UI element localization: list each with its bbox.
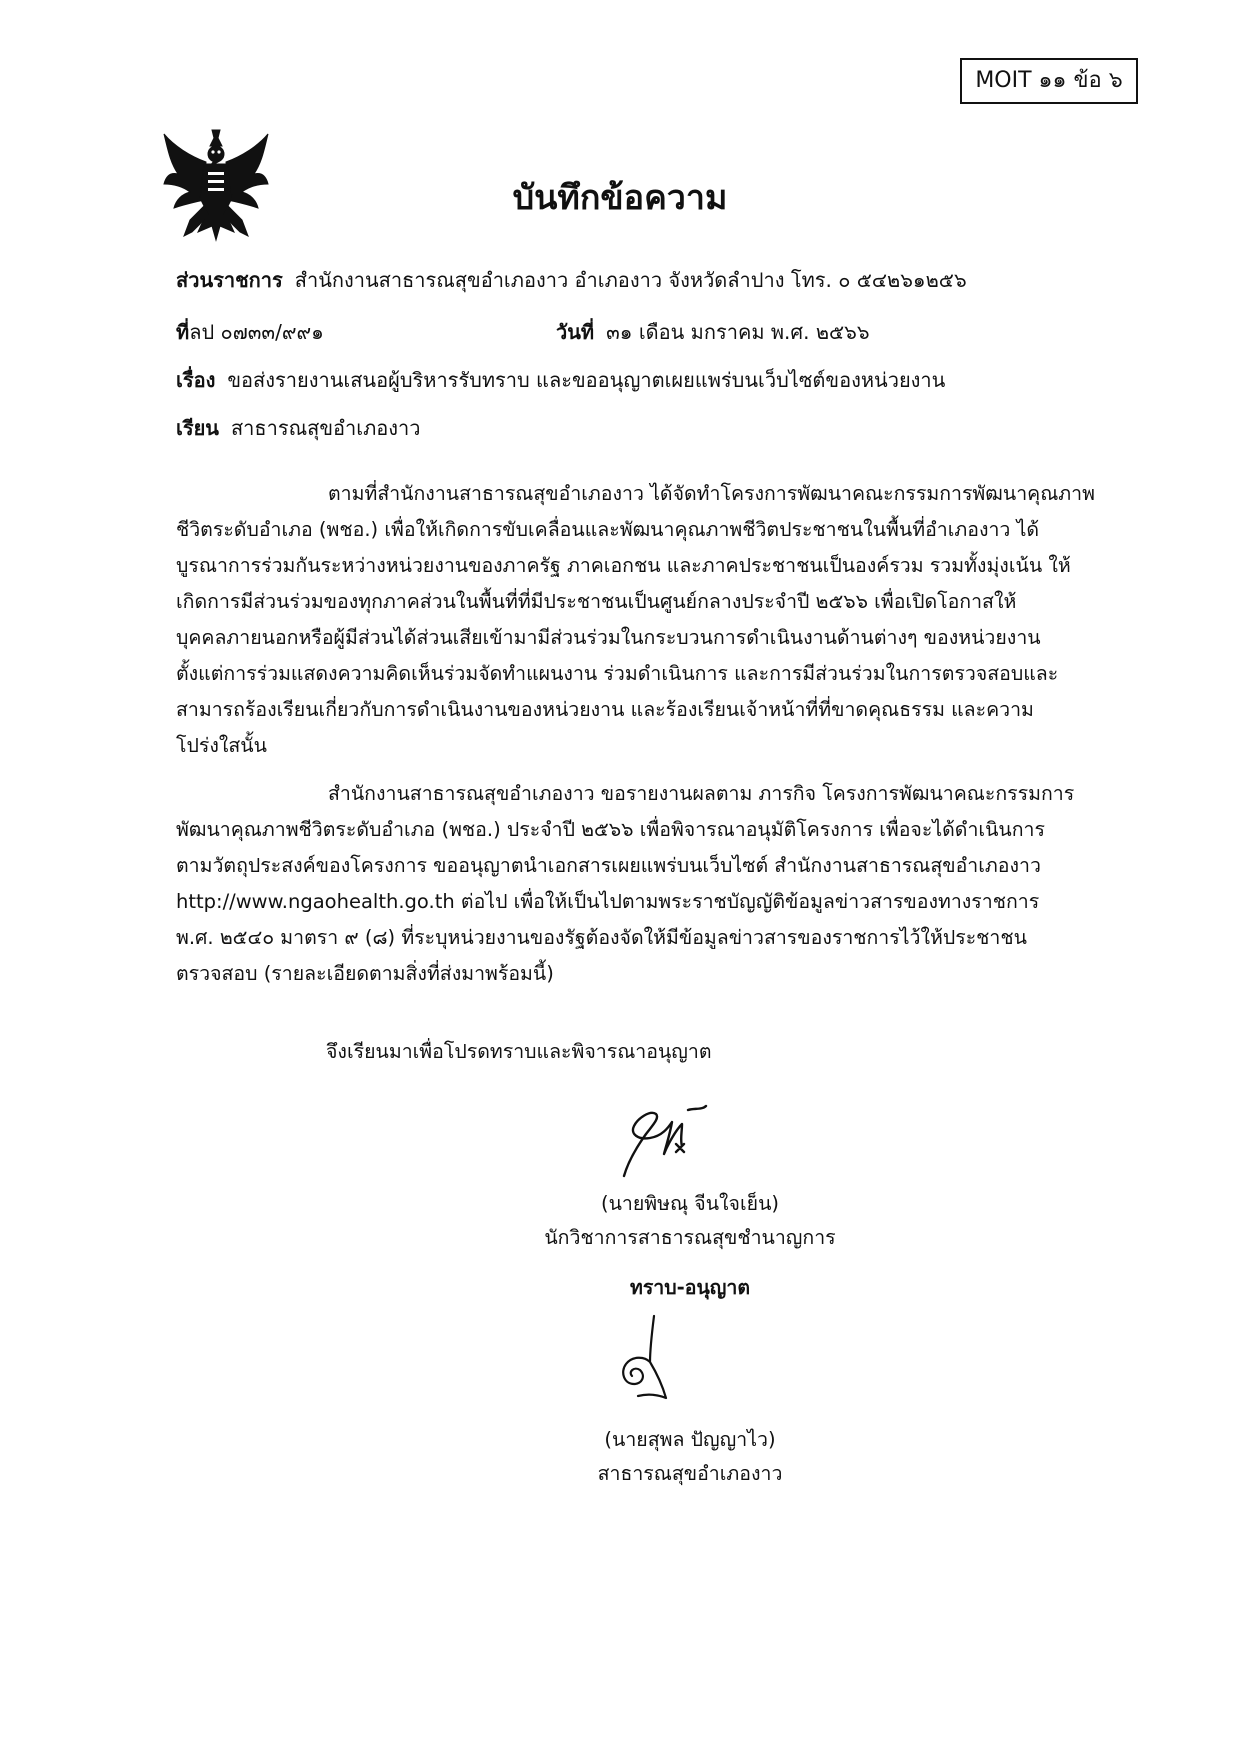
signature-2 [610,1312,676,1404]
paragraph-line: http://www.ngaohealth.go.th ต่อไป เพื่อให้เป็นไปตามพระราชบัญญัติข้อมูลข่าวสารของทางราชการ [176,890,1040,913]
signer-1-name: (นายพิษณุ จีนใจเย็น) [600,1192,780,1215]
paragraph-line: พัฒนาคุณภาพชีวิตระดับอำเภอ (พชอ.) ประจำปี ๒๕๖๖ เพื่อพิจารณาอนุมัติโครงการ เพื่อจะได้ดำเนินการ [176,818,1045,841]
subject-label: เรื่อง [176,368,216,392]
date-line [556,318,870,346]
paragraph-line: พ.ศ. ๒๕๔๐ มาตรา ๙ (๘) ที่ระบุหน่วยงานของรัฐต้องจัดให้มีข้อมูลข่าวสารของราชการไว้ให้ประชาชน [176,926,1027,949]
paragraph-line: ตรวจสอบ (รายละเอียดตามสิ่งที่ส่งมาพร้อมนี้) [176,962,554,985]
paragraph-line: สามารถร้องเรียนเกี่ยวกับการดำเนินงานของหน่วยงาน และร้องเรียนเจ้าหน้าที่ที่ขาดคุณธรรม และความ [176,698,1034,721]
department-line [176,266,967,294]
date-value: ๓๑ เดือน มกราคม พ.ศ. ๒๕๖๖ [606,320,870,344]
date-label: วันที่ [556,320,595,344]
moit-reference-box: MOIT ๑๑ ข้อ ๖ [960,58,1138,104]
paragraph-line: ตั้งแต่การร่วมแสดงความคิดเห็นร่วมจัดทำแผนงาน ร่วมดำเนินการ และการมีส่วนร่วมในการตรวจสอบและ [176,662,1059,685]
paragraph-line: เกิดการมีส่วนร่วมของทุกภาคส่วนในพื้นที่ที่มีประชาชนเป็นศูนย์กลางประจำปี ๒๕๖๖ เพื่อเปิดโอกาสให้ [176,590,1017,613]
subject-value: ขอส่งรายงานเสนอผู้บริหารรับทราบ และขออนุญาตเผยแพร่บนเว็บไซต์ของหน่วยงาน [227,368,946,392]
signer-2-name: (นายสุพล ปัญญาไว) [604,1428,776,1451]
signer-1-title: นักวิชาการสาธารณสุขชำนาญการ [544,1226,836,1249]
paragraph-line: บูรณาการร่วมกันระหว่างหน่วยงานของภาครัฐ ภาคเอกชน และภาคประชาชนเป็นองค์รวม รวมทั้งมุ่งเน้น ให้ [176,554,1071,577]
paragraph-line: ตามวัตถุประสงค์ของโครงการ ขออนุญาตนำเอกสารเผยแพร่บนเว็บไซต์ สำนักงานสาธารณสุขอำเภองาว [176,854,1041,877]
memo-title: บันทึกข้อความ [512,178,728,218]
ref-no-line [176,318,324,346]
recipient-label: เรียน [176,416,219,440]
paragraph-line: โปร่งใสนั้น [176,734,267,757]
ref-no-label: ที่ [176,320,190,344]
recipient-value: สาธารณสุขอำเภองาว [230,416,421,440]
signature-1 [610,1104,720,1184]
paragraph-line: ชีวิตระดับอำเภอ (พชอ.) เพื่อให้เกิดการขับเคลื่อนและพัฒนาคุณภาพชีวิตประชาชนในพื้นที่อำเภองาว ได้ [176,518,1040,541]
ref-no-value: ลป ๐๗๓๓/๙๙๑ [189,320,324,344]
subject-line [176,366,945,394]
signer-2-title: สาธารณสุขอำเภองาว [597,1462,783,1485]
paragraph-line: ตามที่สำนักงานสาธารณสุขอำเภองาว ได้จัดทำโครงการพัฒนาคณะกรรมการพัฒนาคุณภาพ [328,482,1095,505]
department-label: ส่วนราชการ [176,268,283,292]
paragraph-line: บุคคลภายนอกหรือผู้มีส่วนได้ส่วนเสียเข้ามามีส่วนร่วมในกระบวนการดำเนินงานด้านต่างๆ ของหน่วยงาน [176,626,1041,649]
body-paragraph-2 [176,776,1122,992]
paragraph-line: สำนักงานสาธารณสุขอำเภองาว ขอรายงานผลตาม ภารกิจ โครงการพัฒนาคณะกรรมการ [328,782,1075,805]
department-value: สำนักงานสาธารณสุขอำเภองาว อำเภองาว จังหวัดลำปาง โทร. ๐ ๕๔๒๖๑๒๕๖ [294,268,967,292]
closing-line: จึงเรียนมาเพื่อโปรดทราบและพิจารณาอนุญาต [326,1040,712,1063]
acknowledgement-label: ทราบ-อนุญาต [629,1276,751,1299]
recipient-line [176,414,421,442]
body-paragraph-1 [176,476,1122,764]
